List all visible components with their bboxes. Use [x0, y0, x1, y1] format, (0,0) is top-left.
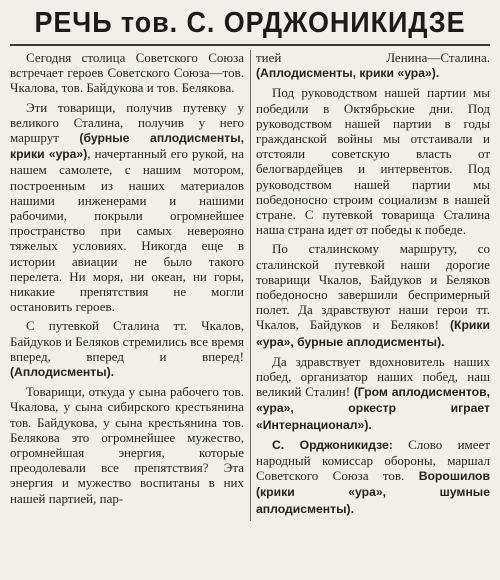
bold-remark: (Аплодисменты).	[10, 365, 115, 380]
bold-remark: (Крики «ура», бурные аплодисменты).	[256, 318, 490, 349]
paragraph-left-1: Сегодня столица Советского Союза встречает героев Советского Союза—тов. Чкалова, тов. Байдукова и тов. Белякова.	[10, 50, 244, 96]
headline-rule	[10, 44, 490, 46]
right-column	[256, 50, 490, 521]
paragraph-right-4	[256, 354, 490, 433]
bold-remark: (Гром аплодисментов, «ура», оркестр играет «Интернационал»).	[256, 385, 490, 432]
left-column	[10, 50, 244, 521]
paragraph-left-2	[10, 100, 244, 315]
bold-remark: Ворошилов (крики «ура», шумные аплодисменты).	[256, 469, 490, 516]
text-run: тией Ленина—Сталина.	[256, 50, 490, 65]
text-run: Эти товарищи, получив путевку у великого Сталина, получив у него маршрут	[10, 99, 244, 146]
speaker-name: С. Орджоникидзе:	[272, 437, 393, 452]
paragraph-left-4: Товарищи, откуда у сына рабочего тов. Чкалова, у сына сибирского крестьянина тов. Байдукова, у сына крестьянина тов. Белякова это огромнейшее мужество, огромнейшая энергия, которые преодолевали все препятствия? Эта энергия и мужество воспитаны в них нашей партией, пар-	[10, 384, 244, 506]
headline: РЕЧЬ тов. С. ОРДЖОНИКИДЗЕ	[34, 7, 466, 39]
column-divider	[250, 50, 251, 521]
text-run: Да здравствует вдохновитель наших побед, организатор наших побед, наш великий Сталин!	[256, 353, 490, 400]
text-run: По сталинскому маршруту, со сталинской путевкой наши дорогие товарищи Чкалов, Байдуков и Беляков победоносно завершили беспримерный полет. Да здравствуют наши герои тт. Чкалов, Байдуков и Беляков!	[256, 241, 490, 333]
paragraph-right-3	[256, 241, 490, 349]
paragraph-right-1	[256, 50, 490, 81]
article-columns	[10, 50, 490, 521]
bold-remark: (Аплодисменты, крики «ура»).	[256, 66, 440, 81]
text-run: , начертанный его рукой, на нашем самолете, с нашим мотором, построенным из наших материалов нашими инженерами и нашими рабочими, покрыли огромнейшее пространство при самых неверояно тяжелых условиях. Никогда еще в истории авиации не было такого перелета. Ни моря, ни океан, ни горы, никакие препятствия не могли остановить героев.	[10, 146, 244, 315]
paragraph-left-3	[10, 318, 244, 380]
paragraph-right-2: Под руководством нашей партии мы победили в Октябрьские дни. Под руководством нашей партии в годы гражданской войны мы отстаивали и отстояли советскую власть от белогвардейцев и интервентов. Под руководством нашей партии мы победоносно строим социализм в нашей стране. С путевкой товарища Сталина наша страна идет от победы к победе.	[256, 85, 490, 238]
text-run: С путевкой Сталина тт. Чкалов, Байдуков и Беляков стремились все время вперед, вперед и вперед!	[10, 318, 244, 364]
text-run: Слово имеет народный комиссар обороны, маршал Советского Союза тов.	[256, 436, 490, 484]
bold-remark: (бурные аплодисменты, крики «ура»)	[10, 131, 244, 162]
paragraph-right-5	[256, 437, 490, 517]
